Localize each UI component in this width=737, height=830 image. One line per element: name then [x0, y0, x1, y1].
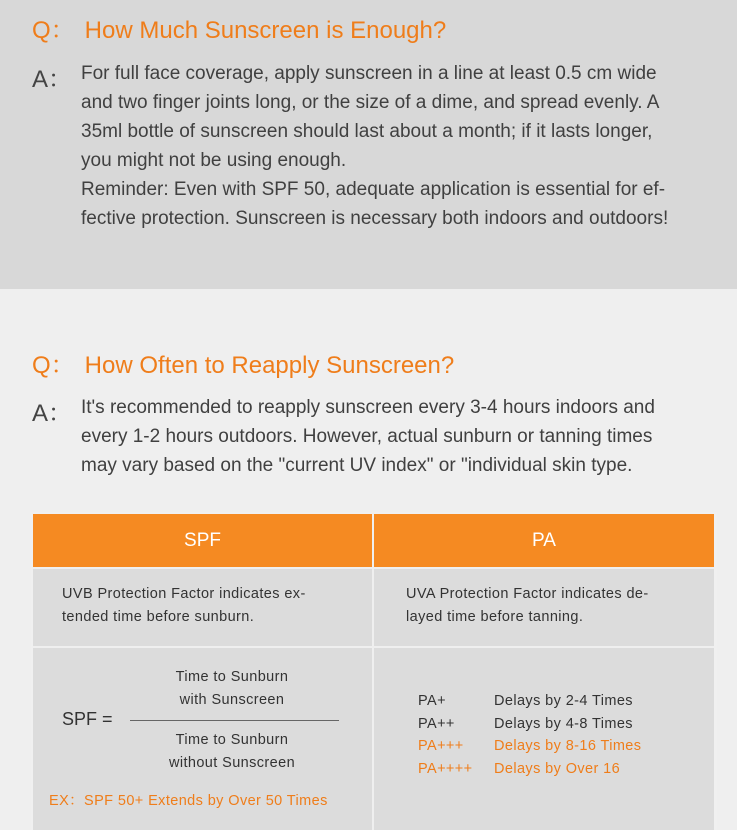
pa-header: PA	[374, 514, 714, 567]
pa-description-line: layed time before tanning.	[406, 609, 584, 625]
question-text: How Much Sunscreen is Enough?	[84, 17, 447, 44]
fraction-bar	[130, 720, 339, 721]
table-border-right	[714, 512, 717, 830]
table-border-top	[31, 512, 717, 514]
answer-line: fective protection. Sunscreen is necessary both indoors and outdoors!	[81, 208, 669, 229]
pa-level: PA++	[418, 715, 455, 732]
pa-effect: Delays by 8-16 Times	[494, 738, 642, 755]
answer-text-amount	[81, 59, 668, 233]
answer-line: every 1-2 hours outdoors. However, actual sunburn or tanning times	[81, 426, 653, 447]
numerator-line: Time to Sunburn	[175, 669, 289, 685]
pa-level: PA+	[418, 693, 446, 709]
a-marker: A：	[32, 400, 73, 427]
pa-level-row	[418, 690, 641, 713]
spf-header: SPF	[33, 514, 372, 567]
q-marker: Q：	[32, 352, 75, 379]
pa-level-row-highlight	[418, 758, 641, 781]
pa-levels-list	[418, 690, 641, 781]
table-border-left	[31, 512, 33, 830]
q-marker: Q：	[32, 17, 75, 44]
spf-description-line: tended time before sunburn.	[62, 609, 255, 625]
pa-effect: Delays by Over 16	[494, 761, 621, 778]
pa-description-line: UVA Protection Factor indicates de-	[406, 586, 649, 602]
spf-description-line: UVB Protection Factor indicates ex-	[62, 586, 306, 602]
question-heading-reapply	[32, 345, 454, 380]
denominator-line: without Sunscreen	[168, 755, 296, 771]
pa-level: PA++++	[418, 761, 473, 778]
pa-level-row	[418, 713, 641, 736]
spf-description	[62, 583, 306, 629]
spf-example: EX：SPF 50+ Extends by Over 50 Times	[49, 793, 328, 809]
answer-line: and two finger joints long, or the size of a dime, and spread evenly. A	[81, 92, 660, 113]
answer-line: 35ml bottle of sunscreen should last about a month; if it lasts longer,	[81, 121, 653, 142]
question-heading-amount	[32, 10, 446, 45]
denominator-line: Time to Sunburn	[175, 732, 289, 748]
question-text: How Often to Reapply Sunscreen?	[84, 352, 455, 379]
pa-level: PA+++	[418, 738, 464, 755]
formula-label: SPF =	[62, 709, 113, 729]
formula-denominator	[132, 729, 332, 775]
answer-line: It's recommended to reapply sunscreen every 3-4 hours indoors and	[81, 397, 655, 418]
pa-effect: Delays by 4-8 Times	[494, 715, 633, 732]
answer-line: you might not be using enough.	[81, 150, 347, 171]
a-marker: A：	[32, 66, 73, 93]
pa-description	[406, 583, 649, 629]
answer-line: For full face coverage, apply sunscreen in a line at least 0.5 cm wide	[81, 63, 657, 84]
answer-text-reapply	[81, 393, 655, 480]
pa-level-row-highlight	[418, 735, 641, 758]
numerator-line: with Sunscreen	[179, 692, 285, 708]
pa-effect: Delays by 2-4 Times	[494, 693, 633, 709]
formula-numerator	[132, 666, 332, 712]
answer-line: may vary based on the "current UV index" or "individual skin type.	[81, 455, 633, 476]
answer-line: Reminder: Even with SPF 50, adequate application is essential for ef-	[81, 179, 666, 200]
